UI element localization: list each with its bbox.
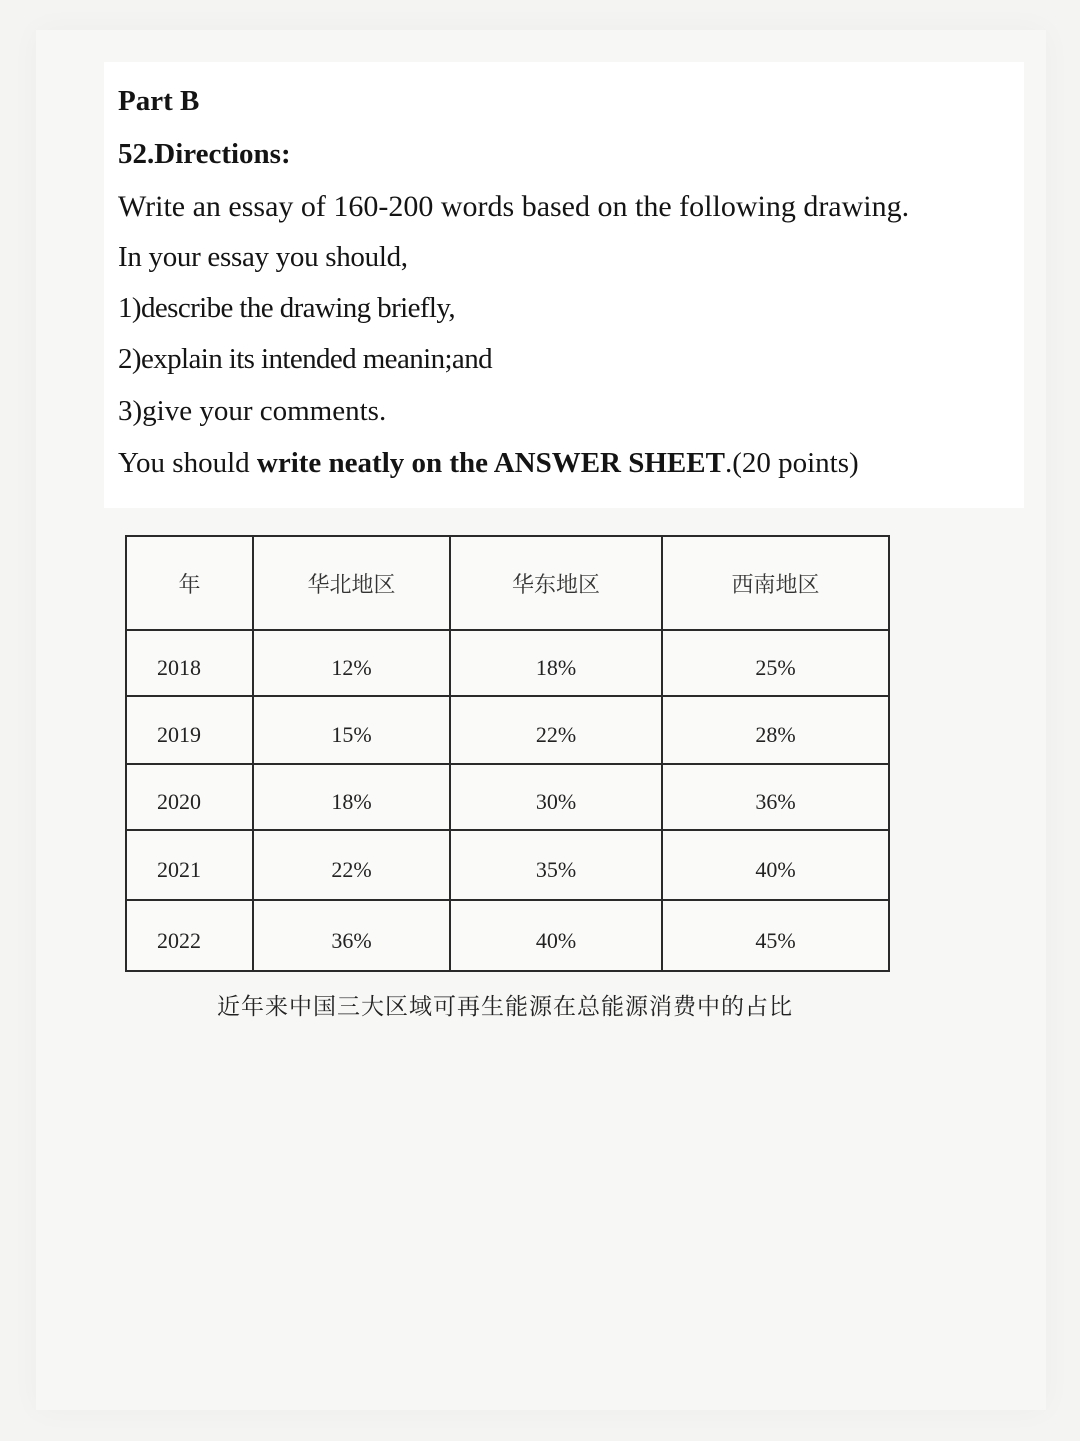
instruction-line: Write an essay of 160-200 words based on the following drawing. <box>118 190 910 223</box>
year-cell: 2020 <box>126 764 253 830</box>
value-cell: 22% <box>253 830 450 900</box>
value-cell: 28% <box>662 696 889 764</box>
note-prefix: You should <box>118 447 257 479</box>
year-cell: 2022 <box>126 900 253 971</box>
value-cell: 30% <box>450 764 662 830</box>
table-row <box>126 696 889 764</box>
value-cell: 36% <box>253 900 450 971</box>
table-row <box>126 900 889 971</box>
value-cell: 18% <box>450 630 662 696</box>
note-bold: write neatly on the ANSWER SHEET <box>256 447 725 479</box>
instruction-item: 1)describe the drawing briefly, <box>118 292 456 324</box>
table-header-row <box>126 536 889 630</box>
value-cell: 12% <box>253 630 450 696</box>
header-cell-year: 年 <box>126 536 253 630</box>
instruction-line: In your essay you should, <box>118 241 408 273</box>
value-cell: 35% <box>450 830 662 900</box>
value-cell: 15% <box>253 696 450 764</box>
value-cell: 40% <box>450 900 662 971</box>
value-cell: 18% <box>253 764 450 830</box>
table-caption: 近年来中国三大区域可再生能源在总能源消费中的占比 <box>217 994 793 1020</box>
header-cell-north-china: 华北地区 <box>253 536 450 630</box>
instruction-item: 2)explain its intended meanin;and <box>118 343 493 375</box>
answer-sheet-note <box>118 446 859 480</box>
table-row <box>126 830 889 900</box>
header-cell-southwest: 西南地区 <box>662 536 889 630</box>
value-cell: 22% <box>450 696 662 764</box>
data-table <box>125 535 890 972</box>
value-cell: 40% <box>662 830 889 900</box>
instruction-item: 3)give your comments. <box>118 395 387 427</box>
directions-heading: 52.Directions: <box>118 138 291 170</box>
year-cell: 2019 <box>126 696 253 764</box>
value-cell: 36% <box>662 764 889 830</box>
note-suffix: .(20 points) <box>724 447 859 479</box>
table-row <box>126 630 889 696</box>
year-cell: 2018 <box>126 630 253 696</box>
year-cell: 2021 <box>126 830 253 900</box>
part-heading: Part B <box>118 85 200 117</box>
value-cell: 25% <box>662 630 889 696</box>
directions-block <box>104 62 1024 508</box>
value-cell: 45% <box>662 900 889 971</box>
header-cell-east-china: 华东地区 <box>450 536 662 630</box>
table-row <box>126 764 889 830</box>
